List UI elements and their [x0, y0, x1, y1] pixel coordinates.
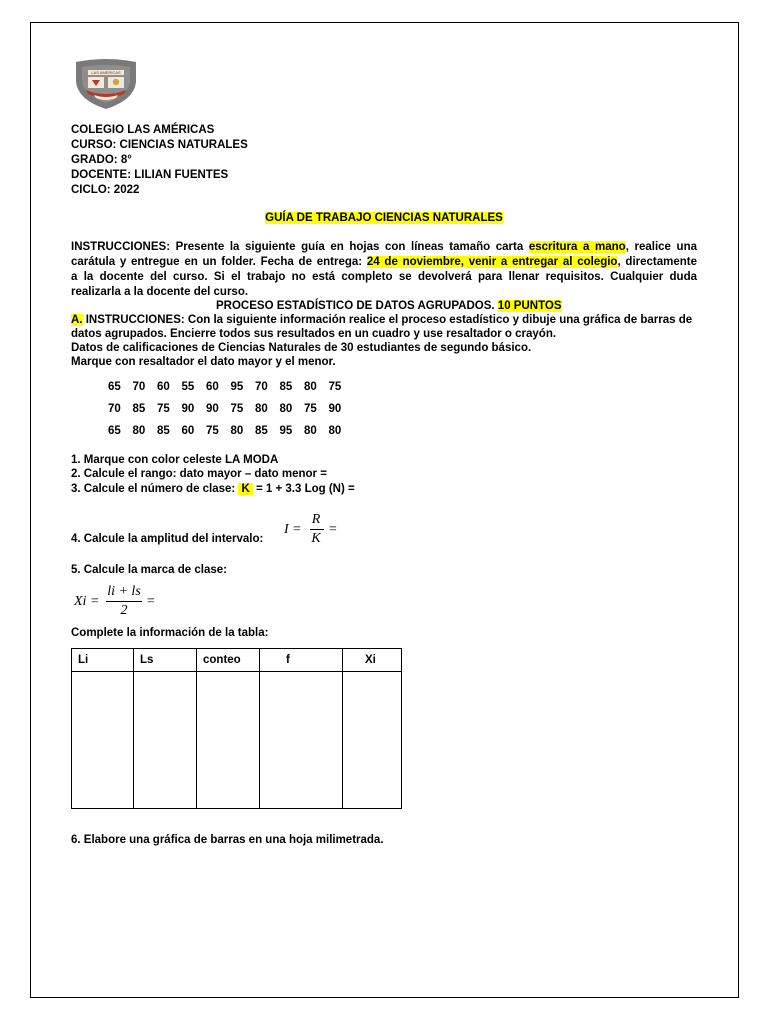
- frequency-table: [71, 648, 402, 809]
- section-title-text: PROCESO ESTADÍSTICO DE DATOS AGRUPADOS.: [216, 300, 495, 312]
- score-value: 75: [157, 403, 170, 415]
- scores-row: [108, 403, 353, 425]
- score-value: 75: [304, 403, 317, 415]
- table-row: [72, 672, 402, 809]
- score-value: 70: [132, 381, 146, 393]
- score-value: 60: [181, 425, 195, 437]
- score-value: 80: [304, 425, 317, 437]
- section-a-text: INSTRUCCIONES: Con la siguiente información realice el proceso estadístico y dibuje una gráfica de barras de: [82, 314, 693, 326]
- step-3: [71, 482, 355, 497]
- header-li: Li: [72, 649, 134, 672]
- step-4: 4. Calcule la amplitud del intervalo:: [71, 533, 264, 545]
- score-value: 90: [206, 403, 219, 415]
- teacher-line: DOCENTE: LILIAN FUENTES: [71, 169, 229, 181]
- formula-mark-num: li + ls: [107, 584, 141, 599]
- mark-instruction: Marque con resaltador el dato mayor y el menor.: [71, 356, 336, 368]
- table-cell: [260, 672, 343, 809]
- school-name: COLEGIO LAS AMÉRICAS: [71, 124, 215, 136]
- guide-title: GUÍA DE TRABAJO CIENCIAS NATURALES: [265, 212, 503, 224]
- score-value: 80: [255, 403, 268, 415]
- score-value: 80: [328, 425, 342, 437]
- table-header-row: [72, 649, 402, 672]
- step-2: 2. Calcule el rango: dato mayor – dato menor =: [71, 468, 327, 480]
- score-value: 80: [304, 381, 317, 393]
- score-value: 95: [279, 425, 293, 437]
- section-a-line-2: datos agrupados. Encierre todos sus resultados en un cuadro y use resaltador o crayón.: [71, 328, 557, 340]
- scores-row: [108, 381, 353, 403]
- fraction-bar: [106, 601, 142, 602]
- instructions-line-4: realizarla a la docente del curso.: [71, 286, 249, 298]
- school-logo: [74, 58, 138, 110]
- score-value: 85: [255, 425, 268, 437]
- score-value: 65: [108, 381, 121, 393]
- score-value: 55: [181, 381, 195, 393]
- header-ls: Ls: [134, 649, 197, 672]
- instructions-line-3: a la docente del curso. Si el trabajo no está completo se devolverá para llenar requisitos. Cualquier duda: [71, 271, 697, 283]
- score-value: 60: [157, 381, 170, 393]
- score-value: 90: [328, 403, 342, 415]
- instructions-text: INSTRUCCIONES: Presente la siguiente guía en hojas con líneas tamaño carta: [71, 241, 524, 253]
- section-title: [216, 299, 562, 314]
- score-value: 70: [255, 381, 268, 393]
- section-a-label: A.: [71, 314, 83, 326]
- score-value: 80: [132, 425, 146, 437]
- course-line: CURSO: CIENCIAS NATURALES: [71, 139, 248, 151]
- score-value: 60: [206, 381, 219, 393]
- data-description: Datos de calificaciones de Ciencias Naturales de 30 estudiantes de segundo básico.: [71, 342, 532, 354]
- section-a-line-1: [71, 313, 692, 328]
- instructions-text: , realice una: [625, 241, 697, 253]
- instructions-text: , directamente: [617, 256, 697, 268]
- scores-row: [108, 425, 353, 447]
- scores-grid: [108, 381, 353, 447]
- table-intro: Complete la información de la tabla:: [71, 627, 269, 639]
- cycle-line: CICLO: 2022: [71, 184, 140, 196]
- section-points: 10 PUNTOS: [497, 300, 562, 312]
- table-cell: [343, 672, 402, 809]
- score-value: 95: [230, 381, 244, 393]
- score-value: 75: [206, 425, 219, 437]
- header-f: f: [260, 649, 343, 672]
- formula-amplitude-rhs: =: [328, 522, 338, 537]
- score-value: 65: [108, 425, 121, 437]
- score-value: 90: [181, 403, 195, 415]
- instructions-line-2: [71, 255, 697, 270]
- formula-mark-rhs: =: [146, 594, 156, 609]
- formula-amplitude-den: K: [311, 531, 321, 546]
- logo-text: LAS AMÉRICAS: [91, 70, 121, 76]
- header-xi: Xi: [343, 649, 402, 672]
- score-value: 85: [132, 403, 146, 415]
- score-value: 85: [157, 425, 170, 437]
- step-3-text: 3. Calcule el número de clase:: [71, 483, 236, 495]
- table-cell: [72, 672, 134, 809]
- score-value: 75: [328, 381, 342, 393]
- formula-mark-lhs: Xi =: [74, 594, 100, 609]
- score-value: 75: [230, 403, 244, 415]
- step-1: 1. Marque con color celeste LA MODA: [71, 454, 279, 466]
- fraction-bar: [310, 529, 324, 530]
- highlight-due-date: 24 de noviembre, venir a entregar al colegio: [366, 256, 618, 268]
- table-cell: [134, 672, 197, 809]
- step-3-formula: = 1 + 3.3 Log (N) =: [255, 483, 355, 495]
- instructions-line-1: [71, 240, 697, 255]
- score-value: 70: [108, 403, 121, 415]
- instructions-text: carátula y entregue en un folder. Fecha de entrega:: [71, 256, 363, 268]
- formula-amplitude-num: R: [311, 512, 321, 527]
- header-conteo: conteo: [197, 649, 260, 672]
- guide-title-wrap: [0, 211, 768, 226]
- step-6: 6. Elabore una gráfica de barras en una hoja milimetrada.: [71, 834, 384, 846]
- step-3-k: K: [238, 483, 252, 495]
- formula-amplitude-lhs: I =: [284, 522, 302, 537]
- highlight-handwriting: escritura a mano: [528, 241, 626, 253]
- score-value: 85: [279, 381, 293, 393]
- table-cell: [197, 672, 260, 809]
- grade-line: GRADO: 8°: [71, 154, 132, 166]
- score-value: 80: [230, 425, 244, 437]
- step-5: 5. Calcule la marca de clase:: [71, 564, 227, 576]
- formula-mark-den: 2: [120, 603, 128, 618]
- score-value: 80: [279, 403, 293, 415]
